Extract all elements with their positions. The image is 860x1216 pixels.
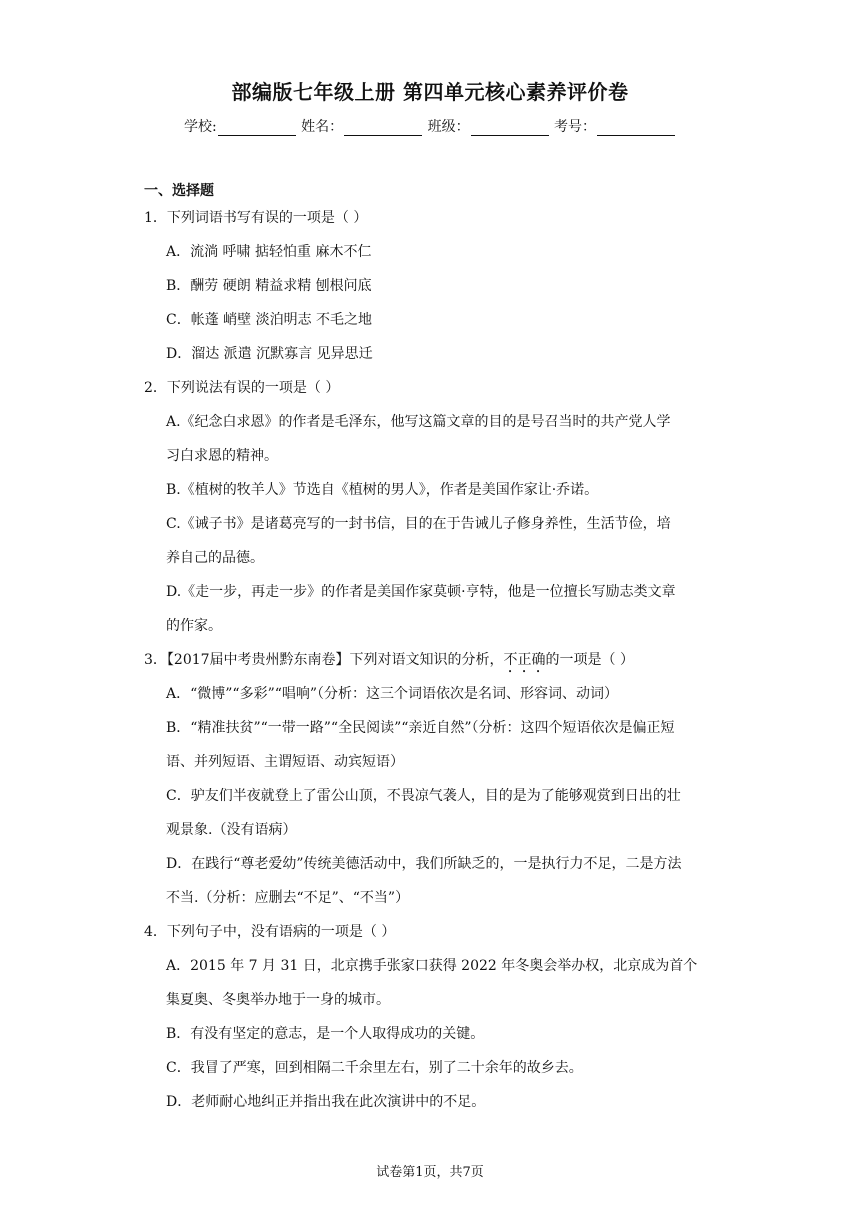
section-heading: 一、选择题	[144, 183, 214, 199]
question-3-stem	[144, 649, 634, 676]
exam-number-blank[interactable]	[597, 120, 675, 136]
question-2-line: B.《植树的牧羊人》节选自《植树的男人》，作者是美国作家让·乔诺。	[166, 482, 599, 498]
exam-number-label: 考号：	[554, 119, 597, 135]
question-4-line: D．老师耐心地纠正并指出我在此次演讲中的不足。	[166, 1094, 486, 1110]
question-2-line: 习白求恩的精神。	[166, 448, 278, 464]
name-label: 姓名：	[301, 119, 344, 135]
question-2-stem: 2．下列说法有误的一项是（ ）	[144, 380, 340, 396]
question-1-option-d: D．溜达 派遣 沉默寡言 见异思迁	[166, 346, 373, 362]
question-2-line: A.《纪念白求恩》的作者是毛泽东，他写这篇文章的目的是号召当时的共产党人学	[166, 414, 671, 430]
class-blank[interactable]	[471, 120, 549, 136]
question-3-line: 观景象.（没有语病）	[166, 822, 297, 838]
exam-title: 部编版七年级上册 第四单元核心素养评价卷	[231, 80, 629, 104]
question-3-stem-part1: 3．【2017届中考贵州黔东南卷】下列对语文知识的分析，	[144, 652, 504, 668]
question-4-stem: 4．下列句子中，没有语病的一项是（ ）	[144, 924, 396, 940]
question-3-line: C．驴友们半夜就登上了雷公山顶，不畏凉气袭人，目的是为了能够观赏到日出的壮	[166, 788, 681, 804]
question-2-line: 的作家。	[166, 618, 222, 634]
question-2-line: C.《诫子书》是诸葛亮写的一封书信，目的在于告诫儿子修身养性，生活节俭，培	[166, 516, 671, 532]
question-1-stem: 1．下列词语书写有误的一项是（ ）	[144, 210, 368, 226]
question-2-line: 养自己的品德。	[166, 550, 264, 566]
question-3-line: 语、并列短语、主谓短语、动宾短语）	[166, 754, 404, 770]
question-3-line: 不当.（分析：应删去“不足”、“不当”）	[166, 890, 410, 906]
question-1-option-b: B．酬劳 硬朗 精益求精 刨根问底	[166, 278, 372, 294]
question-4-line: C．我冒了严寒，回到相隔二千余里左右，别了二十余年的故乡去。	[166, 1060, 583, 1076]
question-1-option-a: A．流淌 呼啸 掂轻怕重 麻木不仁	[166, 244, 372, 260]
question-3-line: D．在践行“尊老爱幼”传统美德活动中，我们所缺乏的，一是执行力不足，二是方法	[166, 856, 682, 872]
class-label: 班级：	[427, 119, 470, 135]
question-4-line: B．有没有坚定的意志，是一个人取得成功的关键。	[166, 1026, 485, 1042]
question-4-line: A．2015 年 7 月 31 日，北京携手张家口获得 2022 年冬奥会举办权，北京成为首个	[166, 958, 698, 974]
question-3-stem-part2: 的一项是（ ）	[545, 652, 634, 668]
name-blank[interactable]	[344, 120, 422, 136]
school-blank[interactable]	[218, 120, 296, 136]
school-label: 学校:	[183, 119, 217, 135]
question-3-emphasis: 不正确	[503, 652, 546, 668]
question-1-option-c: C．帐蓬 峭壁 淡泊明志 不毛之地	[166, 312, 373, 328]
question-2-line: D.《走一步，再走一步》的作者是美国作家莫顿·亨特，他是一位擅长写励志类文章	[166, 584, 676, 600]
question-3-line: B．“精准扶贫”“一带一路”“全民阅读”“亲近自然”（分析：这四个短语依次是偏正短	[166, 720, 675, 736]
question-3-line: A．“微博”“多彩”“唱响”（分析：这三个词语依次是名词、形容词、动词）	[166, 686, 619, 702]
student-info-line	[0, 116, 860, 136]
question-4-line: 集夏奥、冬奥举办地于一身的城市。	[166, 992, 390, 1008]
page-footer: 试卷第1页，共7页	[376, 1165, 484, 1180]
